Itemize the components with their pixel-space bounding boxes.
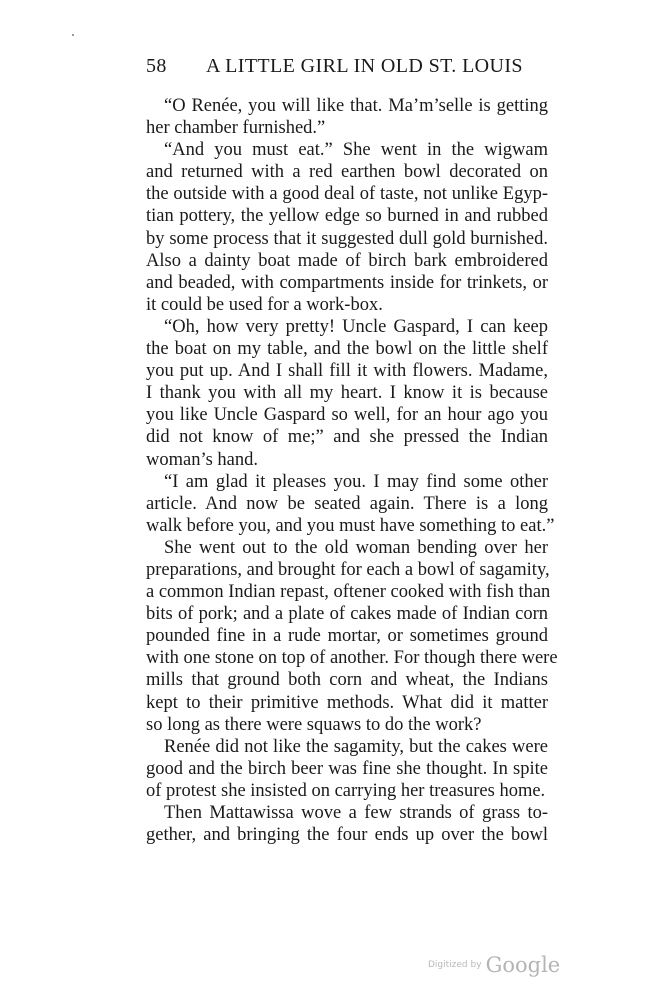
text-line: “I am glad it pleases you. I may find some other bbox=[164, 471, 548, 492]
page-header bbox=[146, 51, 548, 81]
running-title: A LITTLE GIRL IN OLD ST. LOUIS bbox=[206, 55, 523, 77]
text-line: Renée did not like the sagamity, but the cakes were bbox=[164, 736, 548, 757]
body-text bbox=[146, 95, 558, 846]
text-line: and returned with a red earthen bowl decorated on bbox=[146, 162, 548, 183]
text-line: by some process that it suggested dull gold burnished. bbox=[146, 228, 548, 249]
text-line: of protest she insisted on carrying her treasures home. bbox=[146, 780, 546, 801]
text-line: her chamber furnished.” bbox=[146, 118, 326, 139]
text-line: the outside with a good deal of taste, not unlike Egyp- bbox=[146, 184, 548, 205]
text-line: it could be used for a work-box. bbox=[146, 294, 383, 315]
google-digitized-watermark bbox=[428, 953, 560, 979]
text-line: Also a dainty boat made of birch bark embroidered bbox=[146, 250, 548, 271]
text-line: you like Uncle Gaspard so well, for an hour ago you bbox=[146, 405, 548, 426]
google-logo-text: Google bbox=[485, 953, 561, 977]
text-line: “And you must eat.” She went in the wigwam bbox=[164, 140, 548, 161]
text-line: walk before you, and you must have something to eat.” bbox=[146, 515, 555, 536]
text-line: pounded fine in a rude mortar, or sometimes ground bbox=[146, 626, 548, 647]
text-line: did not know of me;” and she pressed the Indian bbox=[146, 427, 548, 448]
text-line: “Oh, how very pretty! Uncle Gaspard, I can keep bbox=[164, 316, 548, 337]
text-line: good and the birch beer was fine she thought. In spite bbox=[146, 758, 548, 779]
text-line: kept to their primitive methods. What did it matter bbox=[146, 692, 548, 713]
text-line: “O Renée, you will like that. Ma’m’selle is getting bbox=[164, 96, 548, 116]
text-line: bits of pork; and a plate of cakes made of Indian corn bbox=[146, 604, 548, 625]
scan-speck bbox=[72, 34, 74, 36]
text-line: a common Indian repast, oftener cooked with fish than bbox=[146, 582, 551, 603]
text-line: woman’s hand. bbox=[146, 449, 259, 470]
text-line: tian pottery, the yellow edge so burned in and rubbed bbox=[146, 206, 548, 227]
text-line: preparations, and brought for each a bowl of sagamity, bbox=[146, 559, 550, 580]
text-line: you put up. And I shall fill it with flowers. Madame, bbox=[146, 361, 548, 382]
text-line: with one stone on top of another. For though there were bbox=[146, 648, 558, 669]
text-line: mills that ground both corn and wheat, the Indians bbox=[146, 670, 548, 691]
digitized-by-label: Digitized by bbox=[428, 960, 482, 970]
text-line: article. And now be seated again. There is a long bbox=[146, 493, 548, 514]
text-line: so long as there were squaws to do the work? bbox=[146, 714, 482, 735]
text-line: and beaded, with compartments inside for trinkets, or bbox=[146, 272, 548, 293]
text-line: I thank you with all my heart. I know it is because bbox=[146, 383, 548, 404]
page-number: 58 bbox=[146, 55, 167, 77]
text-line: Then Mattawissa wove a few strands of grass to- bbox=[164, 803, 548, 823]
text-line: gether, and bringing the four ends up over the bowl bbox=[146, 825, 548, 846]
text-line: the boat on my table, and the bowl on the little shelf bbox=[146, 339, 548, 360]
text-line: She went out to the old woman bending over her bbox=[164, 537, 548, 558]
